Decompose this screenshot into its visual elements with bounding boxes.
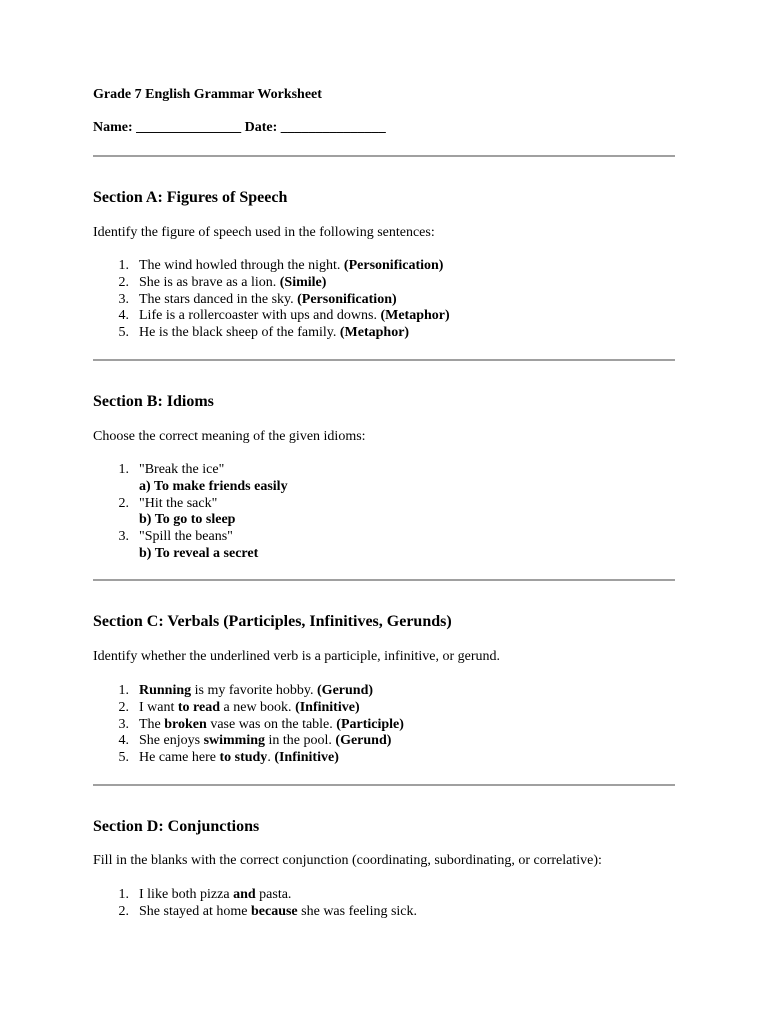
section-a-instruction: Identify the figure of speech used in the following sentences: [93, 225, 435, 240]
section-c-instruction: Identify whether the underlined verb is a participle, infinitive, or gerund. [93, 649, 501, 664]
divider [93, 579, 675, 581]
idiom-answer: b) To reveal a secret [139, 545, 259, 561]
item-text: The wind howled through the night. [139, 258, 344, 273]
item-number: 1. [118, 258, 129, 273]
item-number: 2. [118, 903, 129, 919]
item-number: 3. [118, 291, 129, 307]
section-a-heading: Section A: Figures of Speech [93, 189, 288, 206]
divider [93, 155, 675, 157]
idiom-answer: b) To go to sleep [139, 512, 236, 528]
section-b-list [93, 462, 288, 563]
section-c-heading: Section C: Verbals (Participles, Infinitives, Gerunds) [93, 613, 452, 630]
section-b-instruction: Choose the correct meaning of the given idioms: [93, 429, 366, 444]
list-item [93, 258, 450, 275]
item-number: 5. [118, 750, 129, 766]
conjunction-text: and [233, 887, 256, 902]
section-d-instruction: Fill in the blanks with the correct conjunction (coordinating, subordinating, or correlative): [93, 853, 602, 868]
idiom-text: "Spill the beans" [139, 529, 233, 545]
idiom-text: "Break the ice" [139, 462, 225, 477]
item-text-post: vase was on the table. [206, 716, 337, 732]
item-answer: (Infinitive) [295, 699, 360, 715]
list-item [93, 733, 404, 750]
list-item [93, 700, 404, 717]
idiom-answer: a) To make friends easily [139, 478, 288, 494]
item-number: 1. [118, 887, 129, 902]
list-item [93, 462, 288, 496]
item-text-post: she was feeling sick. [297, 903, 418, 919]
item-text-pre: She stayed at home [139, 903, 251, 919]
list-item [93, 529, 288, 563]
item-answer: (Participle) [336, 716, 404, 732]
item-answer: (Metaphor) [339, 325, 410, 341]
conjunction-text: because [250, 903, 298, 919]
item-number: 1. [118, 683, 129, 698]
item-answer: (Simile) [279, 274, 327, 290]
list-item [93, 887, 417, 904]
section-d-heading: Section D: Conjunctions [93, 818, 260, 835]
list-item [93, 275, 450, 292]
list-item [93, 904, 417, 921]
item-answer: (Metaphor) [380, 308, 450, 324]
item-text: He is the black sheep of the family. [139, 325, 340, 341]
item-number: 2. [118, 274, 129, 290]
verb-text: swimming [203, 733, 266, 749]
item-text: She is as brave as a lion. [139, 274, 280, 290]
item-number: 3. [118, 716, 129, 732]
section-c-list [93, 683, 404, 767]
item-text-post: in the pool. [265, 733, 336, 749]
item-text-post: . [267, 750, 275, 766]
list-item [93, 325, 450, 342]
item-text-pre: I like both pizza [139, 887, 234, 902]
verb-text: to study [219, 750, 268, 766]
item-answer: (Personification) [343, 258, 444, 273]
item-text-post: a new book. [220, 699, 296, 715]
item-number: 4. [118, 308, 129, 324]
verb-text: Running [139, 683, 192, 698]
name-date-line: Name: _______________ Date: _______________ [93, 120, 386, 135]
item-number: 2. [118, 495, 129, 511]
item-text-pre: I want [139, 699, 178, 715]
item-number: 2. [118, 699, 129, 715]
item-number: 1. [118, 462, 129, 477]
verb-text: to read [177, 699, 221, 715]
list-item [93, 292, 450, 309]
idiom-text: "Hit the sack" [139, 495, 218, 511]
item-number: 3. [118, 529, 129, 545]
section-d-list [93, 887, 417, 921]
item-text: Life is a rollercoaster with ups and downs. [139, 308, 381, 324]
list-item [93, 750, 404, 767]
list-item [93, 496, 288, 530]
item-answer: (Infinitive) [274, 750, 339, 766]
item-answer: (Gerund) [335, 733, 392, 749]
divider [93, 784, 675, 786]
item-number: 4. [118, 733, 129, 749]
list-item [93, 683, 404, 700]
item-answer: (Personification) [297, 291, 397, 307]
page-title: Grade 7 English Grammar Worksheet [93, 87, 322, 102]
list-item [93, 717, 404, 734]
item-text-pre: He came here [139, 750, 220, 766]
section-a-list [93, 258, 450, 342]
item-text-post: pasta. [255, 887, 292, 902]
section-b-heading: Section B: Idioms [93, 393, 214, 410]
item-text-post: is my favorite hobby. [191, 683, 318, 698]
item-number: 5. [118, 325, 129, 341]
verb-text: broken [164, 716, 207, 732]
list-item [93, 308, 450, 325]
item-text-pre: She enjoys [139, 733, 204, 749]
item-text: The stars danced in the sky. [139, 291, 298, 307]
item-answer: (Gerund) [317, 683, 374, 698]
divider [93, 359, 675, 361]
item-text-pre: The [139, 716, 165, 732]
